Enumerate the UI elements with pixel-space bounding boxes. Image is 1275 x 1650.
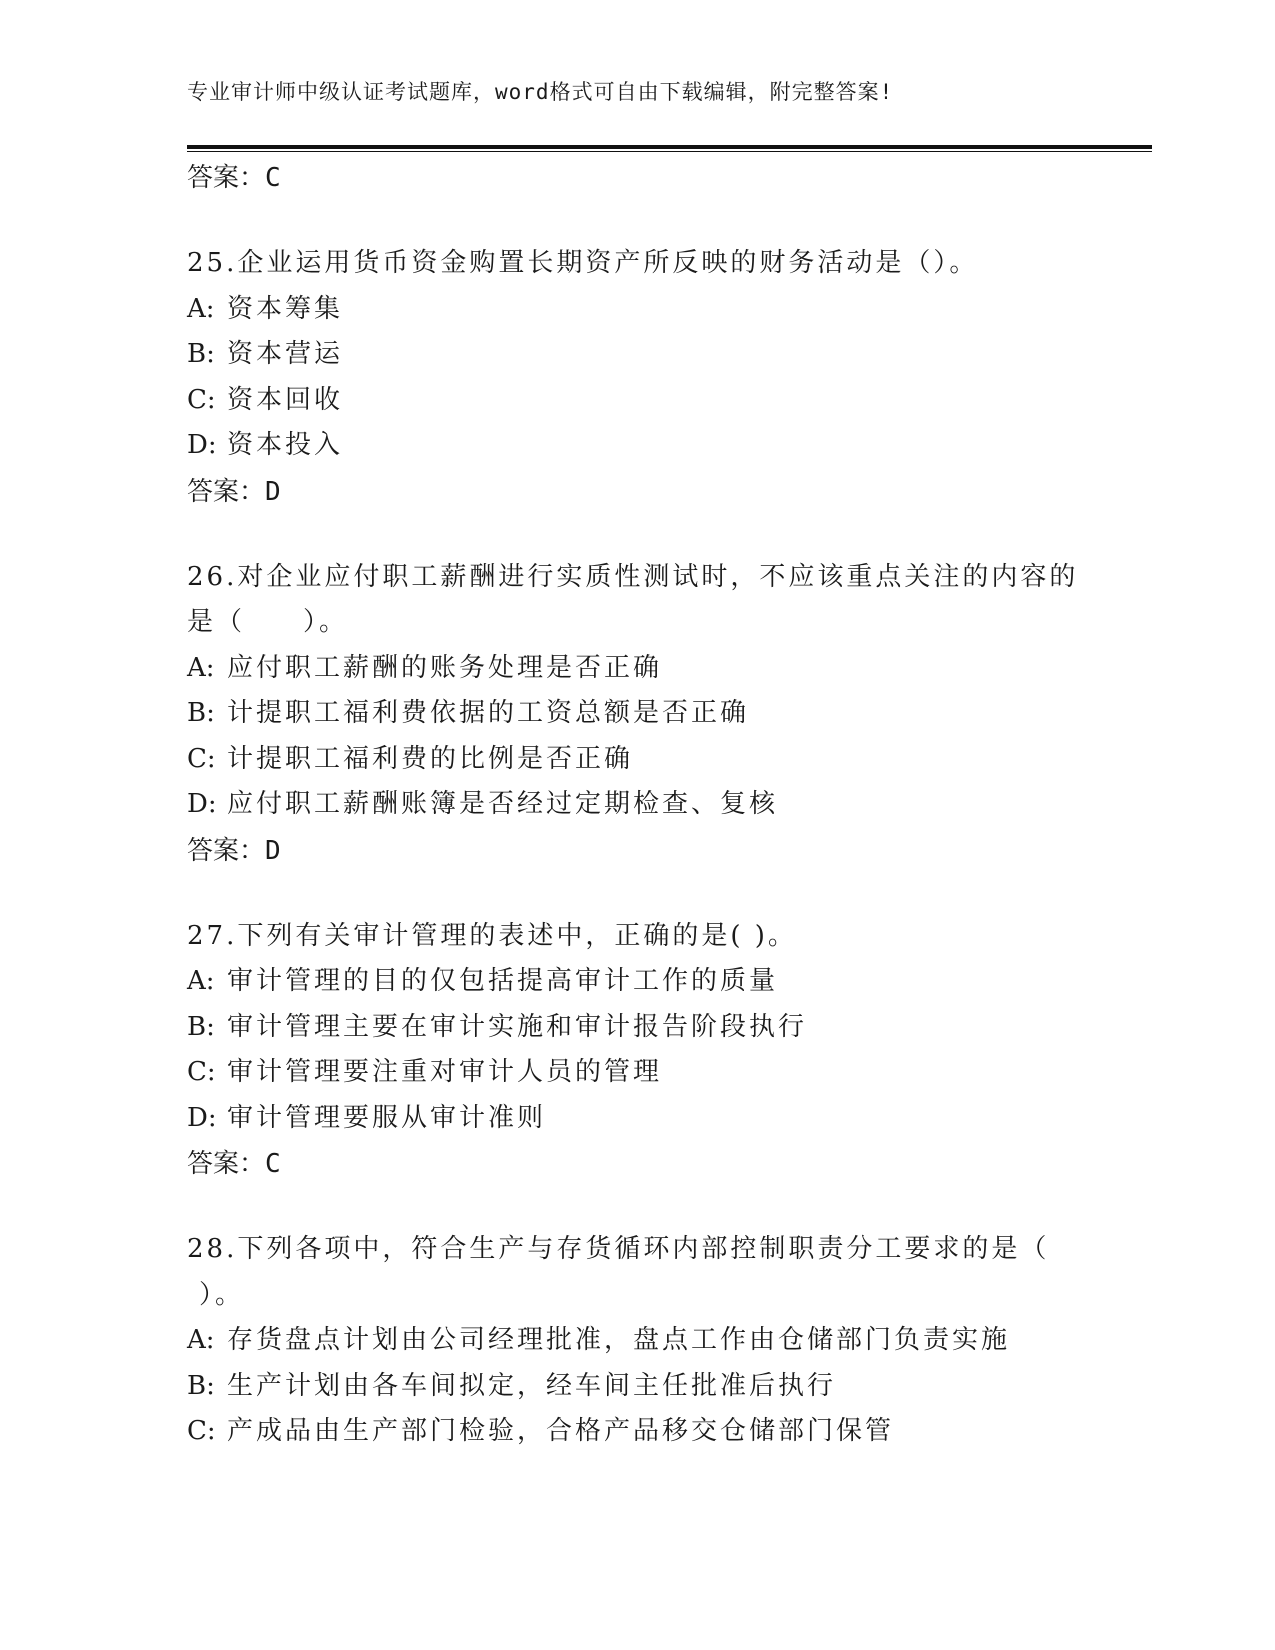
option-text: 审计管理要服从审计准则: [227, 1102, 547, 1133]
option-label: D:: [187, 789, 217, 819]
option-label: D:: [187, 430, 217, 460]
option-b: [187, 1005, 1087, 1051]
header-rule-thin: [187, 151, 1152, 152]
option-c: [187, 1409, 1087, 1455]
option-c: [187, 1050, 1087, 1096]
question-27: [187, 914, 1087, 1188]
option-text: 应付职工薪酬的账务处理是否正确: [227, 652, 663, 683]
option-b: [187, 332, 1087, 378]
answer-line: 答案：D: [187, 835, 281, 866]
option-text: 计提职工福利费的比例是否正确: [227, 743, 634, 774]
option-a: [187, 287, 1087, 333]
option-b: [187, 691, 1087, 737]
option-text: 产成品由生产部门检验，合格产品移交仓储部门保管: [227, 1416, 895, 1446]
option-label: D:: [187, 1102, 217, 1133]
answer-line: 答案：D: [187, 476, 281, 507]
option-text: 审计管理主要在审计实施和审计报告阶段执行: [227, 1011, 808, 1042]
option-text: 资本回收: [227, 384, 344, 415]
question-list: [187, 155, 1087, 1455]
option-d: [187, 782, 1087, 828]
page-header: 专业审计师中级认证考试题库，word格式可自由下载编辑，附完整答案!: [187, 80, 894, 104]
option-label: B:: [187, 698, 215, 728]
option-b: [187, 1364, 1087, 1410]
option-label: A:: [187, 652, 215, 683]
option-label: A:: [187, 1325, 215, 1355]
option-a: [187, 1318, 1087, 1364]
option-text: 资本投入: [227, 430, 344, 460]
option-label: C:: [187, 1416, 216, 1446]
option-label: B:: [187, 1370, 215, 1401]
option-c: [187, 378, 1087, 424]
question-stem: 27.下列有关审计管理的表述中，正确的是( )。: [187, 920, 797, 951]
option-label: A:: [187, 966, 215, 996]
option-label: C:: [187, 743, 216, 774]
option-label: A:: [187, 293, 215, 324]
option-a: [187, 646, 1087, 692]
option-d: [187, 423, 1087, 469]
option-d: [187, 1096, 1087, 1142]
question-stem: 25.企业运用货币资金购置长期资产所反映的财务活动是（）。: [187, 248, 979, 278]
question-stem-continued: ）。: [199, 1279, 245, 1310]
option-text: 审计管理的目的仅包括提高审计工作的质量: [227, 966, 779, 996]
option-label: B:: [187, 1011, 215, 1042]
option-a: [187, 959, 1087, 1005]
option-label: B:: [187, 339, 215, 369]
option-text: 计提职工福利费依据的工资总额是否正确: [227, 698, 750, 728]
question-stem: 26.对企业应付职工薪酬进行实质性测试时，不应该重点关注的内容的: [187, 561, 1079, 592]
option-text: 存货盘点计划由公司经理批准，盘点工作由仓储部门负责实施: [227, 1325, 1011, 1355]
header-rule-thick: [187, 145, 1152, 149]
answer-line: 答案：C: [187, 1149, 281, 1179]
option-label: C:: [187, 1057, 216, 1087]
option-label: C:: [187, 384, 216, 415]
question-25: [187, 241, 1087, 515]
answer-line: 答案：C: [187, 163, 281, 193]
question-stem: 28.下列各项中，符合生产与存货循环内部控制职责分工要求的是（: [187, 1234, 1050, 1264]
option-text: 资本筹集: [227, 293, 344, 324]
question-26: [187, 555, 1087, 874]
option-c: [187, 737, 1087, 783]
option-text: 生产计划由各车间拟定，经车间主任批准后执行: [227, 1370, 837, 1401]
option-text: 应付职工薪酬账簿是否经过定期检查、复核: [227, 789, 779, 819]
question-28: [187, 1227, 1087, 1455]
question-stem-continued: 是（ ）。: [187, 607, 349, 637]
option-text: 审计管理要注重对审计人员的管理: [227, 1057, 663, 1087]
option-text: 资本营运: [227, 339, 344, 369]
